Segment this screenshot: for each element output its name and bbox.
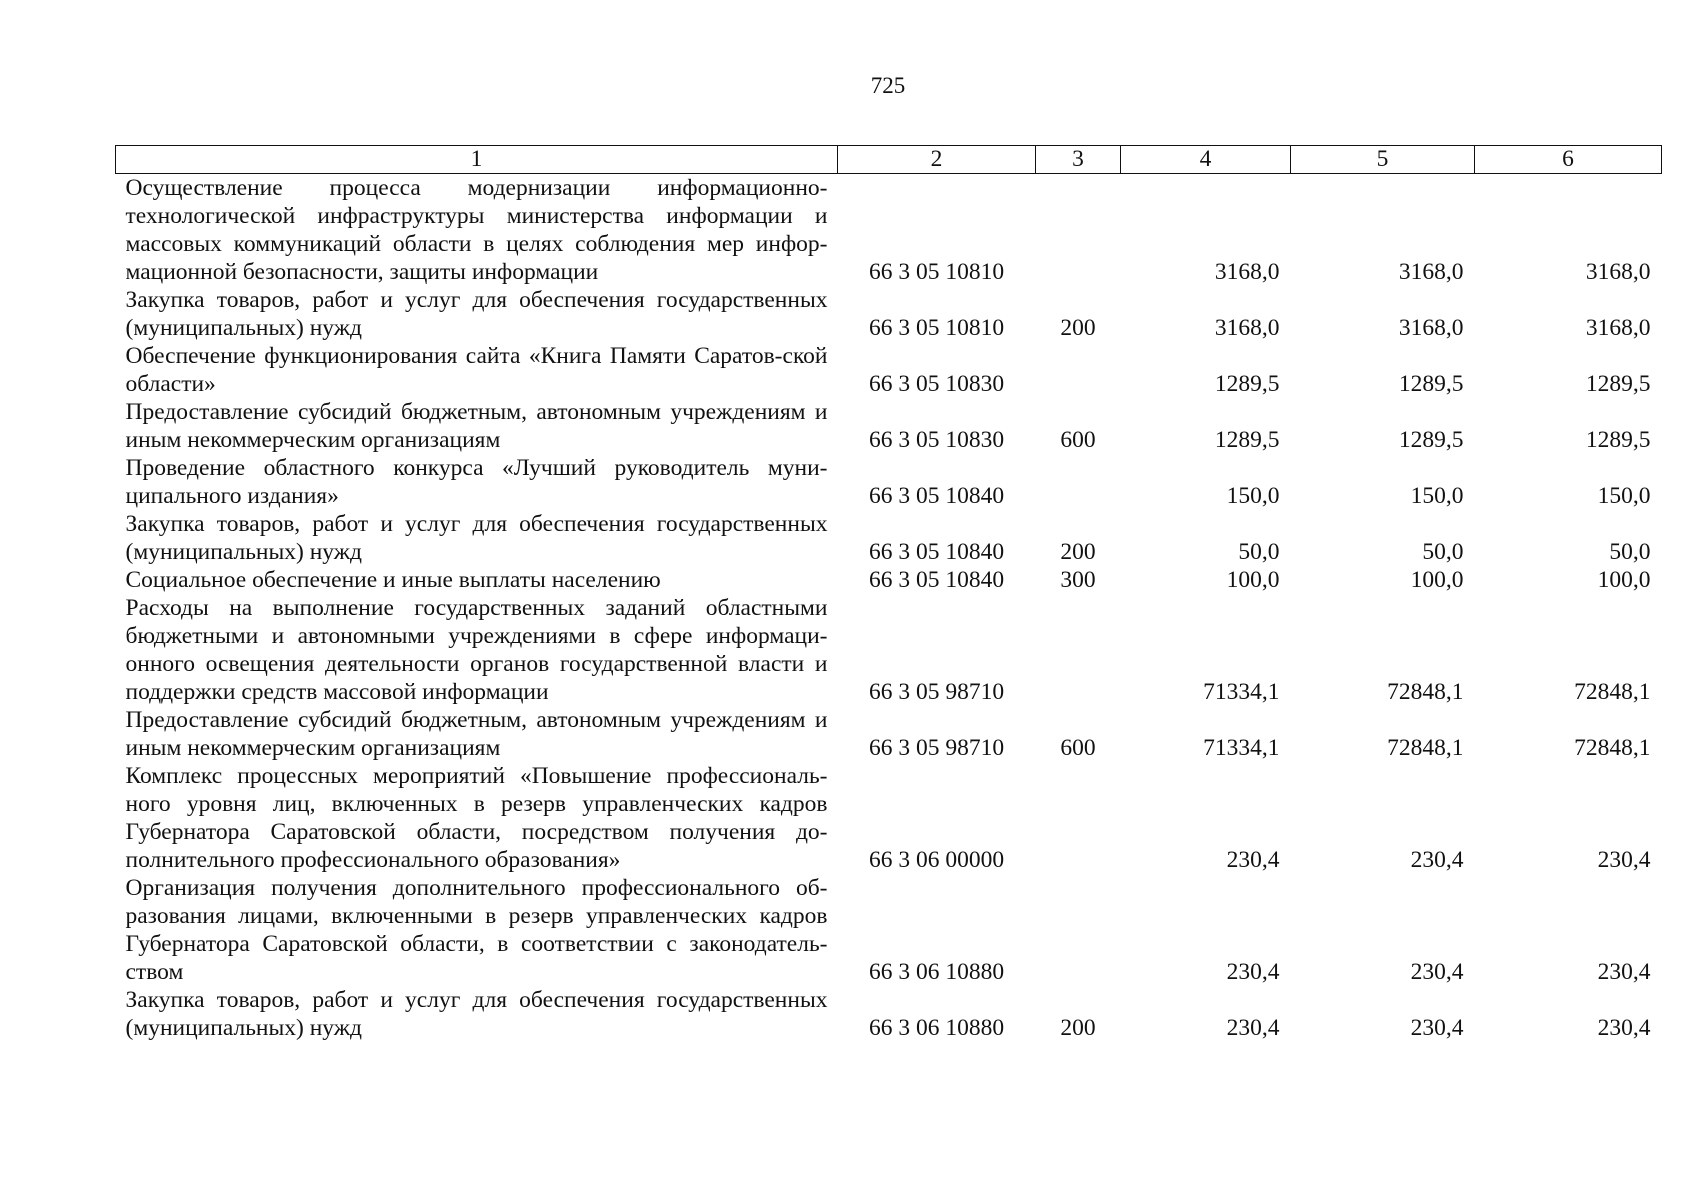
row-value-3: 1289,5 (1585, 371, 1651, 397)
row-name: Организация получения дополнительного профессионального об-разования лицами, включенными в резерв управленческих кадров Губернатора Саратовской области, в соответствии с законодатель-ством (125, 875, 828, 985)
row-code: 66 3 05 10840 (868, 539, 1005, 565)
row-value-1: 100,0 (1226, 567, 1280, 593)
row-expense-type (1036, 762, 1121, 874)
row-name: Социальное обеспечение и иные выплаты населению (125, 567, 661, 593)
row-value-2: 1289,5 (1398, 427, 1464, 453)
row-name: Обеспечение функционирования сайта «Книга Памяти Саратов-ской области» (125, 343, 828, 397)
row-value-1: 1289,5 (1214, 427, 1280, 453)
row-name: Проведение областного конкурса «Лучший руководитель муни-ципального издания» (125, 455, 828, 509)
table-row (116, 566, 1662, 594)
row-code: 66 3 05 10810 (868, 315, 1005, 341)
row-value-3: 3168,0 (1585, 259, 1651, 285)
row-name: Комплекс процессных мероприятий «Повышение профессиональ-ного уровня лиц, включенных в резерв управленческих кадров Губернатора Саратовской области, посредством получения до-полнительного профессионального образования» (125, 763, 828, 873)
row-value-3: 150,0 (1597, 483, 1651, 509)
row-name: Расходы на выполнение государственных заданий областными бюджетными и автономными учреждениями в сфере информаци-онного освещения деятельности органов государственной власти и поддержки средств массовой информации (125, 595, 828, 705)
header-col-4: 4 (1121, 146, 1291, 174)
row-expense-type: 600 (1060, 735, 1096, 761)
row-value-2: 230,4 (1410, 959, 1464, 985)
row-value-2: 1289,5 (1398, 371, 1464, 397)
row-expense-type (1036, 342, 1121, 398)
row-expense-type: 200 (1060, 1015, 1096, 1041)
row-code: 66 3 05 98710 (868, 735, 1005, 761)
row-value-3: 230,4 (1597, 959, 1651, 985)
row-value-2: 150,0 (1410, 483, 1464, 509)
row-expense-type (1036, 174, 1121, 287)
row-value-2: 230,4 (1410, 847, 1464, 873)
row-expense-type: 300 (1060, 567, 1096, 593)
row-value-3: 50,0 (1609, 539, 1651, 565)
row-value-1: 3168,0 (1214, 315, 1280, 341)
row-code: 66 3 05 10840 (868, 567, 1005, 593)
table-row (116, 594, 1662, 706)
row-value-1: 230,4 (1226, 847, 1280, 873)
row-expense-type (1036, 874, 1121, 986)
row-value-3: 3168,0 (1585, 315, 1651, 341)
row-value-2: 3168,0 (1398, 315, 1464, 341)
table-row (116, 510, 1662, 566)
row-name: Предоставление субсидий бюджетным, автономным учреждениям и иным некоммерческим организациям (125, 399, 828, 453)
row-value-1: 150,0 (1226, 483, 1280, 509)
row-name: Закупка товаров, работ и услуг для обеспечения государственных (муниципальных) нужд (125, 287, 828, 341)
row-value-2: 230,4 (1410, 1015, 1464, 1041)
table-row (116, 342, 1662, 398)
row-code: 66 3 06 10880 (868, 1015, 1005, 1041)
row-value-1: 71334,1 (1203, 679, 1280, 705)
table-row (116, 874, 1662, 986)
table-header (116, 146, 1662, 174)
table-body (116, 174, 1662, 1043)
table-row (116, 762, 1662, 874)
row-value-1: 1289,5 (1214, 371, 1280, 397)
row-value-1: 50,0 (1238, 539, 1280, 565)
row-value-3: 1289,5 (1585, 427, 1651, 453)
header-col-3: 3 (1036, 146, 1121, 174)
row-code: 66 3 06 10880 (868, 959, 1005, 985)
row-value-3: 230,4 (1597, 1015, 1651, 1041)
row-code: 66 3 06 00000 (868, 847, 1005, 873)
row-value-1: 3168,0 (1214, 259, 1280, 285)
budget-table (115, 145, 1662, 1042)
row-value-2: 3168,0 (1398, 259, 1464, 285)
table-row (116, 174, 1662, 287)
row-expense-type: 600 (1060, 427, 1096, 453)
row-code: 66 3 05 10840 (868, 483, 1005, 509)
table-row (116, 398, 1662, 454)
header-row (116, 146, 1662, 174)
header-col-2: 2 (838, 146, 1036, 174)
row-value-1: 71334,1 (1203, 735, 1280, 761)
table-row (116, 706, 1662, 762)
row-value-2: 50,0 (1422, 539, 1464, 565)
row-code: 66 3 05 10830 (868, 427, 1005, 453)
row-value-1: 230,4 (1226, 1015, 1280, 1041)
row-code: 66 3 05 98710 (868, 679, 1005, 705)
table-row (116, 454, 1662, 510)
row-value-3: 72848,1 (1574, 679, 1651, 705)
header-col-6: 6 (1475, 146, 1662, 174)
row-name: Предоставление субсидий бюджетным, автономным учреждениям и иным некоммерческим организациям (125, 707, 828, 761)
row-code: 66 3 05 10810 (868, 259, 1005, 285)
row-name: Осуществление процесса модернизации информационно-технологической инфраструктуры министерства информации и массовых коммуникаций области в целях соблюдения мер инфор-мационной безопасности, защиты информации (125, 175, 828, 285)
row-value-2: 72848,1 (1387, 679, 1464, 705)
page-number: 725 (870, 73, 906, 98)
table-row (116, 286, 1662, 342)
row-value-3: 100,0 (1597, 567, 1651, 593)
row-value-3: 72848,1 (1574, 735, 1651, 761)
table-row (116, 986, 1662, 1042)
row-code: 66 3 05 10830 (868, 371, 1005, 397)
row-value-2: 72848,1 (1387, 735, 1464, 761)
row-expense-type (1036, 594, 1121, 706)
row-value-2: 100,0 (1410, 567, 1464, 593)
row-expense-type: 200 (1060, 539, 1096, 565)
row-name: Закупка товаров, работ и услуг для обеспечения государственных (муниципальных) нужд (125, 511, 828, 565)
header-col-5: 5 (1291, 146, 1475, 174)
row-expense-type (1036, 454, 1121, 510)
header-col-1: 1 (116, 146, 838, 174)
row-value-3: 230,4 (1597, 847, 1651, 873)
row-expense-type: 200 (1060, 315, 1096, 341)
row-value-1: 230,4 (1226, 959, 1280, 985)
row-name: Закупка товаров, работ и услуг для обеспечения государственных (муниципальных) нужд (125, 987, 828, 1041)
